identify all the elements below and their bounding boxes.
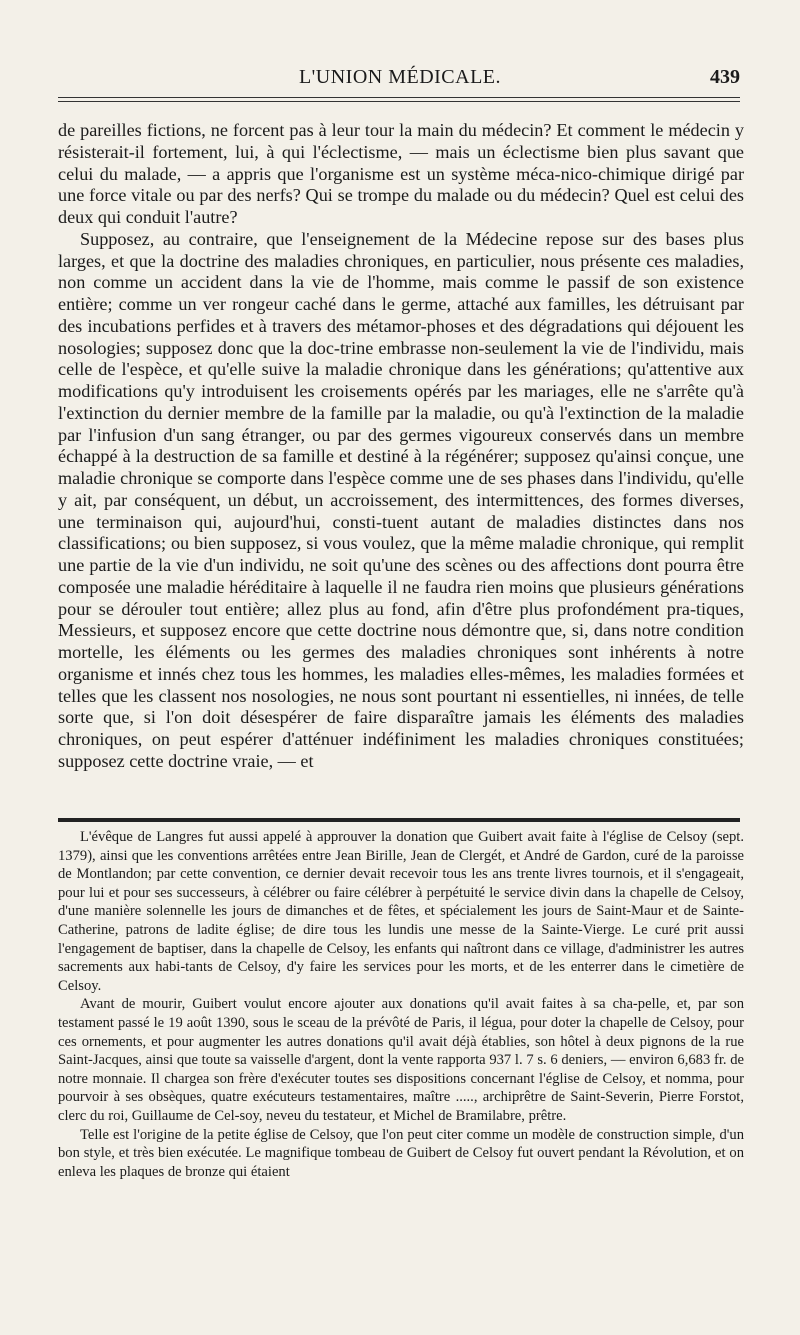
header-rule-second <box>58 101 740 102</box>
body-text <box>58 120 744 773</box>
note-paragraph-3: Telle est l'origine de la petite église de Celsoy, que l'on peut citer comme un modèle de construction simple, d'un bon style, et très bien exécutée. Le magnifique tombeau de Guibert de Celsoy fut ouvert pendant la Révolution, et on enleva les plaques de bronze qui étaient <box>58 1126 744 1180</box>
footnote-separator-rule <box>58 818 740 822</box>
body-paragraph-1: de pareilles fictions, ne forcent pas à leur tour la main du médecin? Et comment le médecin y résisterait-il fortement, lui, à qui l'éclectisme, — mais un éclectisme bien plus savant que celui du malade, — a appris que l'organisme est un système méca-nico-chimique dirigé par une force vitale ou par des nerfs? Qui se trompe du malade ou du médecin? Quel est celui des deux qui conduit l'autre? <box>58 120 744 227</box>
footnote-text <box>58 828 744 1181</box>
page-number: 439 <box>710 66 740 88</box>
running-head: L'UNION MÉDICALE. <box>298 66 502 88</box>
header-rule <box>58 97 740 98</box>
body-paragraph-2: Supposez, au contraire, que l'enseignement de la Médecine repose sur des bases plus larges, et que la doctrine des maladies chroniques, en particulier, nous présente ces maladies, non comme un accident dans la vie de l'homme, mais comme le passif de son existence entière; comme un ver rongeur caché dans le germe, attaché aux familles, les détruisant par des incubations perfides et à travers des métamor-phoses et des dégradations qui déjouent les nosologies; supposez donc que la doc-trine embrasse non-seulement la vie de l'individu, mais celle de l'espèce, et qu'elle suive la maladie chronique dans les générations; qu'attentive aux modifications qu'y introduisent les croisements opérés par les mariages, elle ne s'arrête qu'à l'extinction du dernier membre de la famille par la maladie, ou qu'à l'extinction de la maladie par l'infusion d'un sang étranger, ou par des germes vigoureux conservés dans un membre échappé à la destruction de sa famille et destiné à la régénérer; supposez qu'ainsi conçue, une maladie chronique se comporte dans l'espèce comme une de ses phases dans l'individu, qu'elle y ait, par conséquent, un début, un accroissement, des intermittences, des formes diverses, une terminaison qui, aujourd'hui, consti-tuent autant de maladies distinctes dans nos classifications; ou bien supposez, si vous voulez, que la même maladie chronique, qui remplit une partie de la vie d'un individu, ne soit qu'une des scènes ou des affections dont pourra être composée une maladie héréditaire à laquelle il ne faudra rien moins que plusieurs générations pour se dérouler tout entière; allez plus au fond, afin d'être plus profondément pra-tiques, Messieurs, et supposez encore que cette doctrine nous démontre que, si, dans notre condition mortelle, les éléments ou les germes des maladies chroniques sont inhérents à notre organisme et innés chez tous les hommes, les maladies elles-mêmes, les maladies formées et telles que les classent nos nosologies, ne nous sont pourtant ni essentielles, ni innées, de telle sorte que, si l'on doit désespérer de faire disparaître jamais les éléments des maladies chroniques, on peut espérer d'atténuer indéfiniment les maladies chroniques constituées; supposez cette doctrine vraie, — et <box>58 228 744 771</box>
note-paragraph-1: L'évêque de Langres fut aussi appelé à approuver la donation que Guibert avait faite à l'église de Celsoy (sept. 1379), ainsi que les conventions arrêtées entre Jean Birille, Jean de Clergét, et André de Gardon, curé de la paroisse de Montlandon; par cette convention, ce dernier devait recevoir tous les ans trente livres tournois, et il s'engageait, pour lui et pour ses successeurs, à célébrer ou faire célébrer à perpétuité le service divin dans la chapelle de Celsoy, d'une manière solennelle les jours de dimanches et de fêtes, et spécialement les jours de Saint-Maur et de Sainte-Catherine, patrons de ladite église; de dire tous les lundis une messe de la Sainte-Vierge. Le curé prit aussi l'engagement de baptiser, dans la chapelle de Celsoy, les enfants qui naîtront dans ce village, d'administrer les autres sacrements aux habi-tants de Celsoy, d'y faire les services pour les morts, et de les enterrer dans le cimetière de Celsoy. <box>58 829 744 994</box>
note-paragraph-2: Avant de mourir, Guibert voulut encore ajouter aux donations qu'il avait faites à sa cha-pelle, et, par son testament passé le 19 août 1390, sous le sceau de la prévôté de Paris, il légua, pour doter la chapelle de Celsoy, pour ces ornements, et pour augmenter les autres donations qu'il avait déjà établies, son hôtel à deux pignons de la rue Saint-Jacques, ainsi que toute sa vaisselle d'argent, dont la vente rapporta 937 l. 7 s. 6 deniers, — environ 6,683 fr. de notre monnaie. Il chargea son frère d'exécuter toutes ses dispositions concernant l'église de Celsoy, et nomma, pour pourvoir à ses obsèques, quatre exécuteurs testamentaires, maître ....., archiprêtre de Saint-Severin, Pierre Forstot, clerc du roi, Guillaume de Cel-soy, neveu du testateur, et Michel de Bramilabre, prêtre. <box>58 996 744 1124</box>
